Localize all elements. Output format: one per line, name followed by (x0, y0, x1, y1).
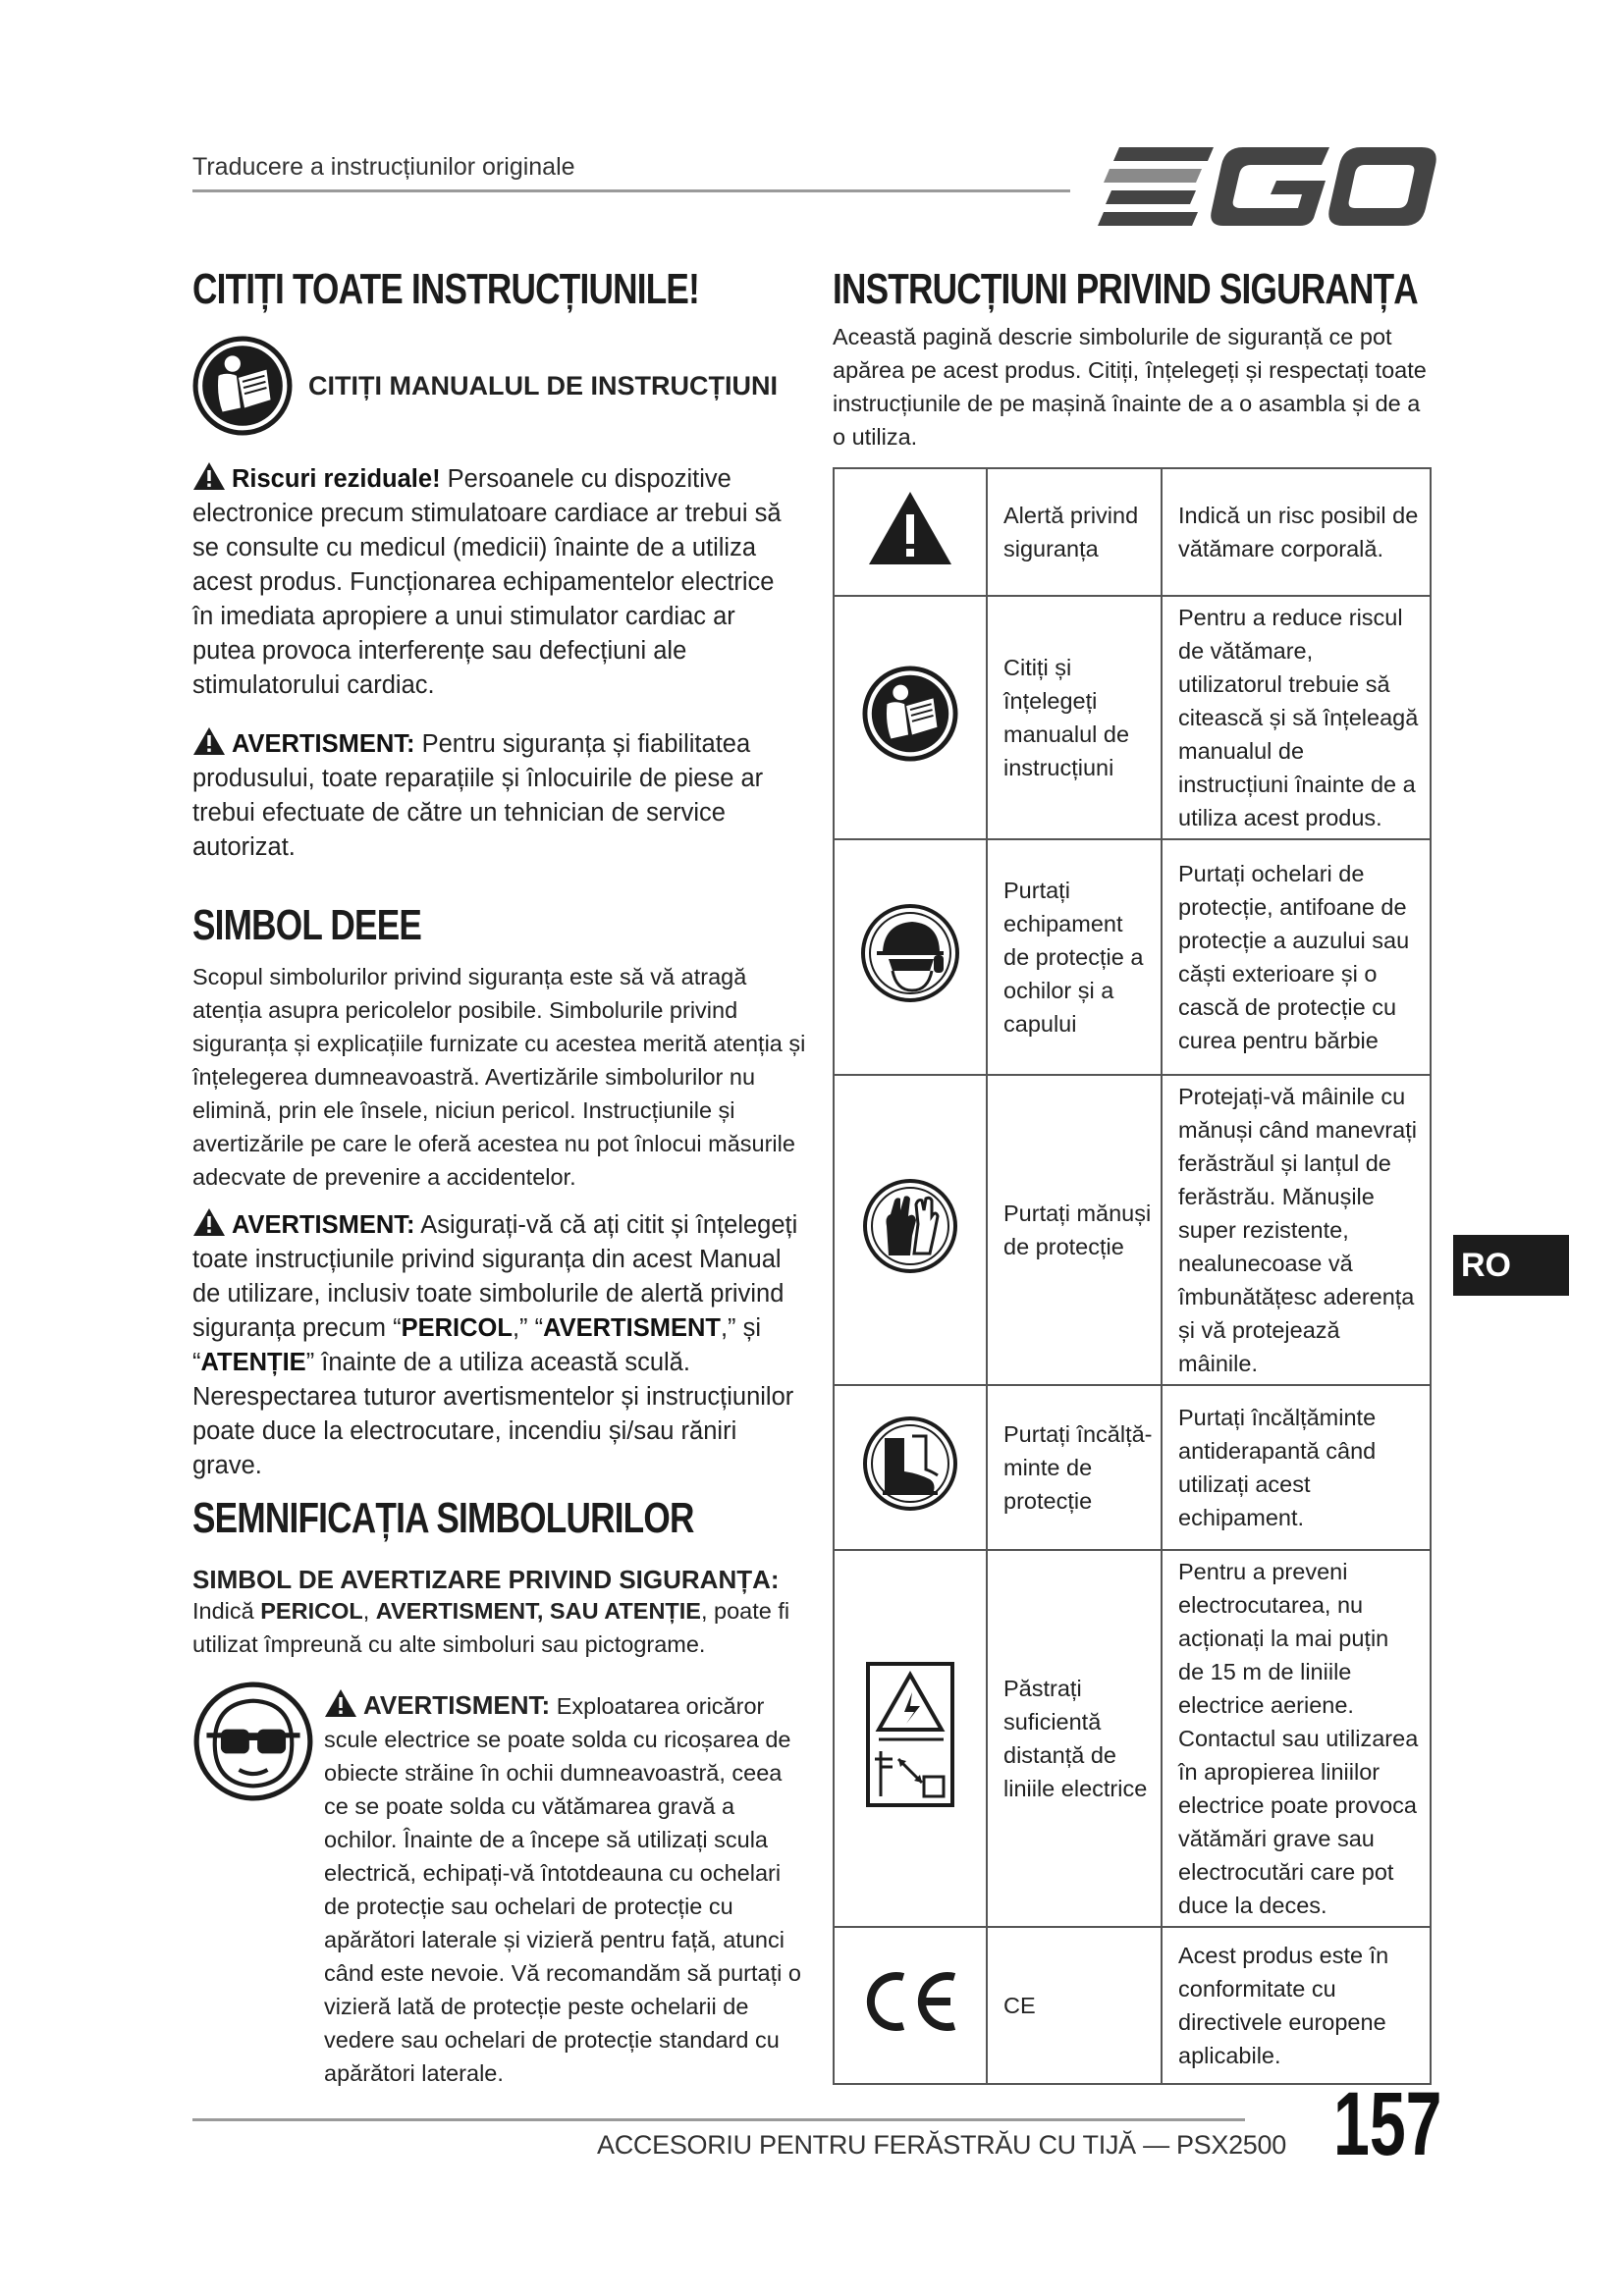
residual-risk-lead: Riscuri reziduale! (232, 465, 441, 493)
ego-logo (1098, 147, 1437, 228)
alert-symbol-text: , (362, 1598, 376, 1624)
read-manual-icon (862, 666, 958, 762)
alert-symbol-text: Indică (192, 1598, 261, 1624)
alert-symbol-heading: SIMBOL DE AVERTIZARE PRIVIND SIGURANȚA: (192, 1565, 780, 1594)
signal-word-pericol: PERICOL (401, 1314, 513, 1342)
signal-word-avertisment: AVERTISMENT (375, 1598, 537, 1624)
symbol-description: Pentru a preveni electrocutarea, nu acționați la mai puțin de 15 m de liniile electrice aeriene. Contactul sau utilizarea în apropierea liniilor electrice poate provoca vătămări grave sau electrocutări care pot duce la deces. (1162, 1550, 1431, 1927)
deee-paragraph: Scopul simbolurilor privind siguranța este să vă atragă atenția asupra pericolelor posibile. Simbolurile privind siguranța și explicațiile furnizate cu acestea merită atenția și înțelegerea dumneavoastră. Avertizările simbolurilor nu elimină, prin ele însele, niciun pericol. Instrucțiunile și avertizările pe care le oferă acestea nu pot înlocui măsurile adecvate de prevenire a accidentelor. (192, 964, 806, 1190)
residual-risk-paragraph (192, 461, 801, 703)
symbol-description: Purtați încălțăminte antiderapantă când utilizați acest echipament. (1162, 1385, 1431, 1550)
eye-warning-lead: AVERTISMENT: (363, 1690, 551, 1720)
instructions-warning-text: ” înainte de a utiliza această sculă. Nerespectarea tuturor avertismentelor și instrucțiunilor poate duce la electrocutare, incendiu și/sau răniri grave. (192, 1349, 794, 1479)
table-row (834, 596, 1431, 839)
safety-instructions-title: INSTRUCȚIUNI PRIVIND SIGURANȚA (833, 265, 1418, 313)
head-protection-icon (859, 902, 961, 1004)
table-row (834, 1075, 1431, 1385)
warning-triangle-icon (192, 1207, 226, 1237)
safety-intro-paragraph: Această pagină descrie simbolurile de siguranță ce pot apărea pe acest produs. Citiți, înțelegeți și respectați toate instrucțiunile de pe mașină înainte de a o asambla și de a o utiliza. (833, 324, 1427, 450)
symbol-description: Protejați-vă mâinile cu mănuși când manevrați ferăstrăul și lanțul de ferăstrău. Mănușile super rezistente, nealunecoase vă îmbunătățesc aderența și vă protejează mâinile. (1162, 1075, 1431, 1385)
warning-triangle-icon (192, 461, 226, 491)
table-row (834, 468, 1431, 596)
safety-symbols-table (833, 467, 1432, 2085)
symbol-name: Purtați mănuși de protecție (987, 1075, 1162, 1385)
instructions-warning-lead: AVERTISMENT: (232, 1211, 415, 1239)
instructions-warning-text: Asigurați-vă că ați citit și înțelegeți toate instrucțiunile privind siguranța din acest Manual de utilizare, inclusiv toate simbolurile de alertă privind siguranța precum “ (192, 1211, 798, 1342)
eye-protection-warning-paragraph (324, 1688, 805, 2090)
eye-warning-text: Exploatarea oricăror scule electrice se poate solda cu ricoșarea de obiecte străine în ochii dumneavoastră, ceea ce se poate solda cu vătămarea gravă a ochilor. Înainte de a începe să utilizați scula electrică, echipați-vă întotdeauna cu ochelari de protecție sau ochelari de protecție cu apărători laterale și vizieră pentru față, atunci când este nevoie. Vă recomandăm să purtați o vizieră lată de protecție peste ochelarii de vedere sau ochelari de protecție standard cu apărători laterale. (324, 1693, 801, 2086)
warning-triangle-icon (324, 1688, 357, 1718)
table-row (834, 1550, 1431, 1927)
symbol-meaning-title: SEMNIFICAȚIA SIMBOLURILOR (192, 1494, 694, 1542)
repair-warning-text: Pentru siguranța și fiabilitatea produsului, toate reparațiile și înlocuirile de piese ar trebui efectuate de către un tehnician de service autorizat. (192, 730, 764, 861)
power-line-distance-icon (865, 1661, 955, 1808)
symbol-description: Indică un risc posibil de vătămare corporală. (1162, 468, 1431, 596)
signal-word-sau-atentie: , SAU ATENȚIE (536, 1598, 701, 1624)
deee-title: SIMBOL DEEE (192, 901, 422, 949)
symbol-name: Alertă privind siguranța (987, 468, 1162, 596)
read-all-title: CITIȚI TOATE INSTRUCȚIUNILE! (192, 265, 699, 313)
instructions-warning-text: ,” și “ (192, 1314, 762, 1376)
instructions-warning-text: ,” “ (512, 1314, 544, 1342)
symbol-description: Pentru a reduce riscul de vătămare, utilizatorul trebuie să citească și să înțeleagă manualul de instrucțiuni înainte de a utiliza acest produs. (1162, 596, 1431, 839)
repair-warning-lead: AVERTISMENT: (232, 730, 415, 758)
symbol-name: Citiți și înțelegeți manualul de instrucțiuni (987, 596, 1162, 839)
header-rule (192, 189, 1070, 192)
table-row (834, 1927, 1431, 2084)
signal-word-avertisment: AVERTISMENT (543, 1314, 721, 1342)
signal-word-pericol: PERICOL (260, 1598, 363, 1624)
language-tab: RO (1453, 1235, 1569, 1296)
alert-symbol-paragraph (192, 1594, 806, 1661)
footer-product-name: ACCESORIU PENTRU FERĂSTRĂU CU TIJĂ — PSX2500 (597, 2130, 1286, 2160)
read-manual-icon (192, 336, 293, 436)
footer-rule (192, 2118, 1245, 2121)
table-row (834, 839, 1431, 1075)
warning-triangle-icon (192, 726, 226, 756)
symbol-name: Purtați încălță-minte de protecție (987, 1385, 1162, 1550)
instructions-warning-paragraph (192, 1207, 801, 1483)
alert-symbol-text: , poate fi utilizat împreună cu alte simboluri sau pictograme. (192, 1598, 790, 1657)
boots-icon (861, 1415, 959, 1513)
symbol-name: CE (987, 1927, 1162, 2084)
gloves-icon (861, 1177, 959, 1275)
ce-mark-icon (856, 1967, 964, 2036)
eye-protection-icon (192, 1681, 314, 1802)
symbol-name: Purtați echipament de protecție a ochilor și a capului (987, 839, 1162, 1075)
header-subtitle: Traducere a instrucțiunilor originale (192, 153, 575, 181)
symbol-description: Acest produs este în conformitate cu directivele europene aplicabile. (1162, 1927, 1431, 2084)
repair-warning-paragraph (192, 726, 801, 865)
alert-triangle-icon (866, 489, 954, 567)
table-row (834, 1385, 1431, 1550)
signal-word-atentie: ATENȚIE (200, 1349, 306, 1376)
page-number: 157 (1333, 2074, 1442, 2174)
read-manual-label: CITIȚI MANUALUL DE INSTRUCȚIUNI (308, 371, 778, 400)
symbol-name: Păstrați suficientă distanță de liniile electrice (987, 1550, 1162, 1927)
symbol-description: Purtați ochelari de protecție, antifoane de protecție a auzului sau căști exterioare și o cască de protecție cu curea pentru bărbie (1162, 839, 1431, 1075)
residual-risk-text: Persoanele cu dispozitive electronice precum stimulatoare cardiace ar trebui să se consulte cu medicul (medicii) înainte de a utiliza acest produs. Funcționarea echipamentelor electrice în imediata apropiere a unui stimulator cardiac ar putea provoca interferențe sau defecțiuni ale stimulatorului cardiac. (192, 465, 782, 699)
